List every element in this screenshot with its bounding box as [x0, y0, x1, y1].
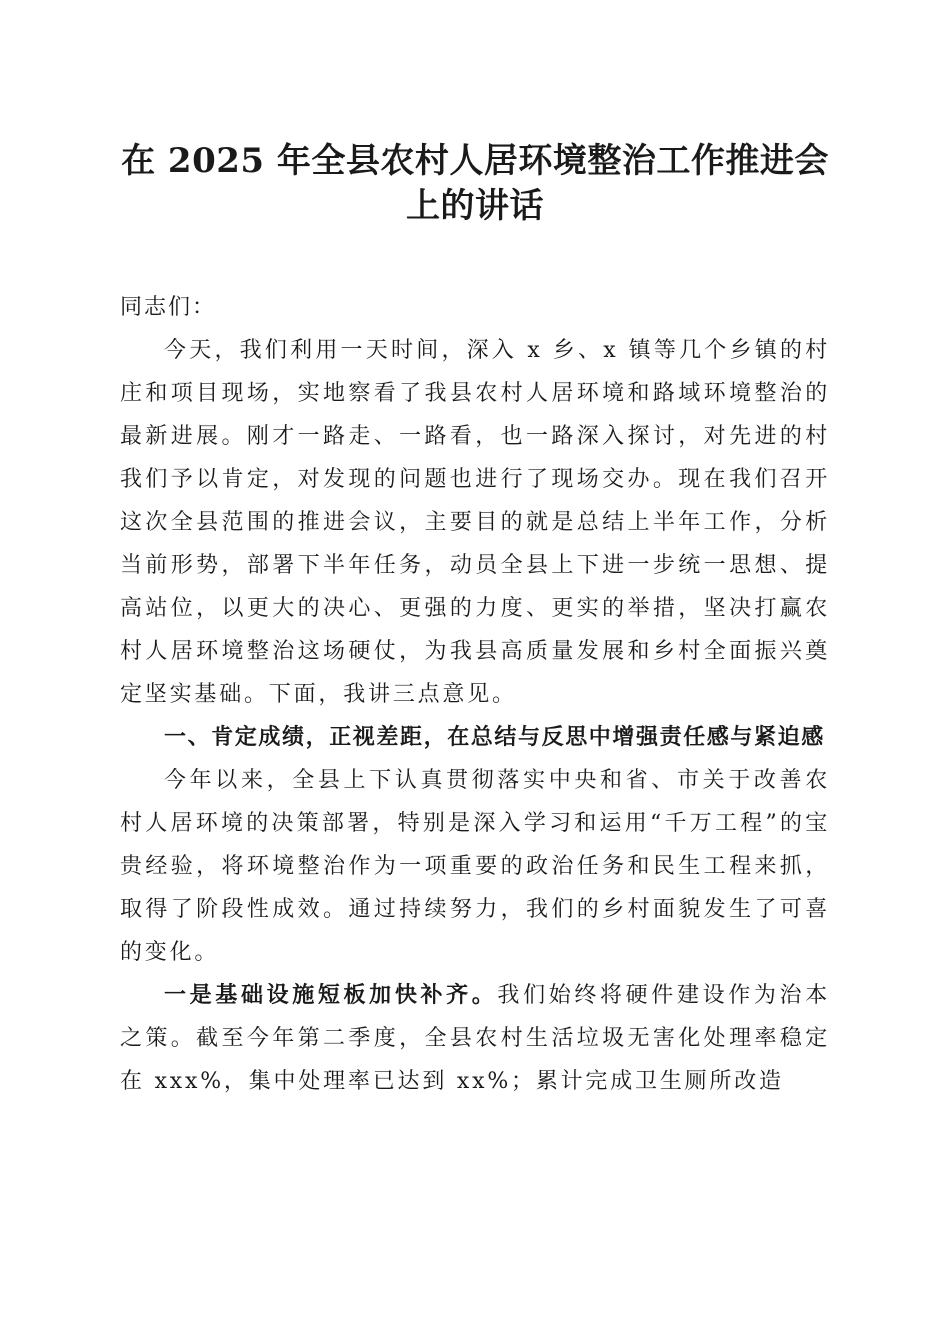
salutation: 同志们： [120, 295, 217, 320]
paragraph-achievements: 今年以来，全县上下认真贯彻落实中央和省、市关于改善农村人居环境的决策部署，特别是深入学习和运用“千万工程”的宝贵经验，将环境整治作为一项重要的政治任务和民生工程来抓，取得了阶段性成效。通过持续努力，我们的乡村面貌发生了可喜的变化。 [120, 768, 830, 965]
document-title [120, 139, 830, 229]
section-heading-1: 一、肯定成绩，正视差距，在总结与反思中增强责任感与紧迫感 [164, 725, 825, 750]
title-line-2: 上的讲话 [406, 186, 544, 226]
title-line-1: 在 2025 年全县农村人居环境整治工作推进会 [121, 141, 829, 181]
paragraph-lead-text: 一是基础设施短板加快补齐。 [164, 982, 498, 1008]
paragraph-opening: 今天，我们利用一天时间，深入 x 乡、x 镇等几个乡镇的村庄和项目现场，实地察看了我县农村人居环境和路域环境整治的最新进展。刚才一路走、一路看，也一路深入探讨，对先进的村我们予以肯定，对发现的问题也进行了现场交办。现在我们召开这次全县范围的推进会议，主要目的就是总结上半年工作，分析当前形势，部署下半年任务，动员全县上下进一步统一思想、提高站位，以更大的决心、更强的力度、更实的举措，坚决打赢农村人居环境整治这场硬仗，为我县高质量发展和乡村全面振兴奠定坚实基础。下面，我讲三点意见。 [120, 338, 830, 707]
paragraph-infrastructure [120, 974, 830, 1103]
document-body [120, 286, 830, 1103]
paragraph-body-text: 我们始终将硬件建设作为治本之策。截至今年第二季度，全县农村生活垃圾无害化处理率稳定在 xxx%，集中处理率已达到 xx%；累计完成卫生厕所改造 [120, 983, 830, 1094]
